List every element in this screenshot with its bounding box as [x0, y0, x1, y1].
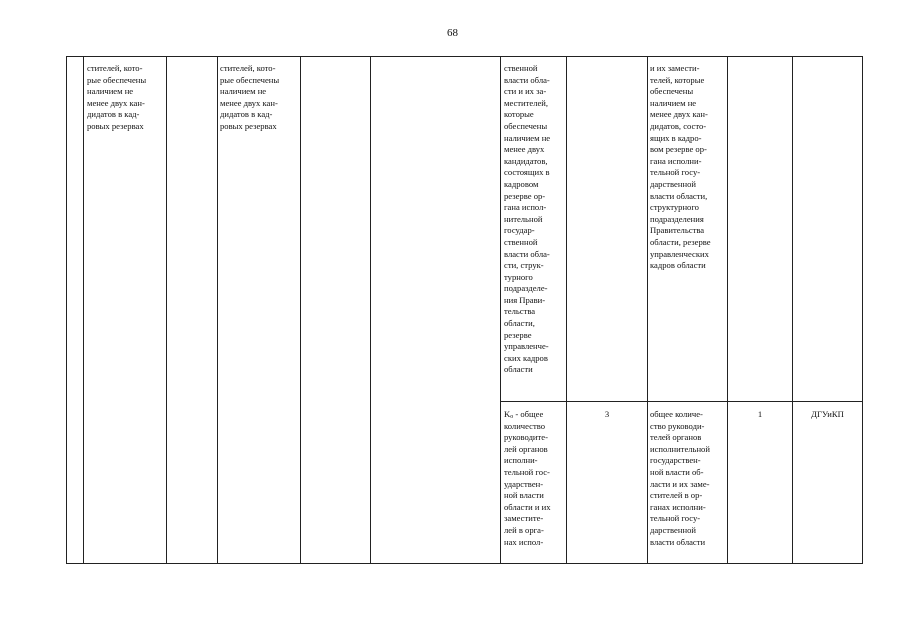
- column-border: [83, 57, 84, 563]
- data-table: [66, 56, 863, 564]
- indicator-description: - общее количество руководите- лей органов исполни- тельной гос- ударствен- ной власти области и их заместите- лей в орга- нах испол-: [504, 409, 551, 547]
- row1-col7-cell: ственной власти обла- сти и их за- местителей, которые обеспечены наличием не менее двух кандидатов, состоящих в кадровом резерве ор- гана испол- нительной государ- ственной власти обла- сти, струк- турного подразделе- ния Прави- тельства области, резерве управленче- ских кадров области: [504, 63, 551, 375]
- column-border: [500, 57, 501, 563]
- column-border: [300, 57, 301, 563]
- row1-col2-cell: стителей, кото- рые обеспечены наличием не менее двух кан- дидатов в кад- ровых резервах: [87, 63, 147, 131]
- indicator-symbol: K: [504, 409, 511, 419]
- column-border: [66, 57, 67, 563]
- row-border: [500, 401, 862, 402]
- row2-col7-cell: [504, 409, 566, 548]
- row2-col8-cell: 3: [604, 409, 610, 419]
- column-border: [566, 57, 567, 563]
- column-border: [370, 57, 371, 563]
- indicator-subscript: о: [510, 414, 514, 420]
- row2-col9-cell: общее количе- ство руководи- телей органов исполнительной государствен- ной власти об- ласти и их заме- стителей в ор- ганах исполни- тельной госу- дарственной власти области: [650, 409, 710, 547]
- row1-col4-cell: стителей, кото- рые обеспечены наличием не менее двух кан- дидатов в кад- ровых резервах: [220, 63, 280, 131]
- column-border: [862, 57, 863, 563]
- page-number: 68: [447, 27, 458, 39]
- column-border: [217, 57, 218, 563]
- column-border: [792, 57, 793, 563]
- column-border: [647, 57, 648, 563]
- column-border: [727, 57, 728, 563]
- row1-col9-cell: и их замести- телей, которые обеспечены наличием не менее двух кан- дидатов, состо- ящих в кадро- вом резерве ор- гана исполни- тельной госу- дарственной власти области, структурного подразделения Правительства области, резерве управленческих кадров области: [650, 63, 711, 271]
- row2-col10-cell: 1: [757, 409, 763, 419]
- column-border: [166, 57, 167, 563]
- row2-col11-cell: ДГУиКП: [811, 409, 844, 419]
